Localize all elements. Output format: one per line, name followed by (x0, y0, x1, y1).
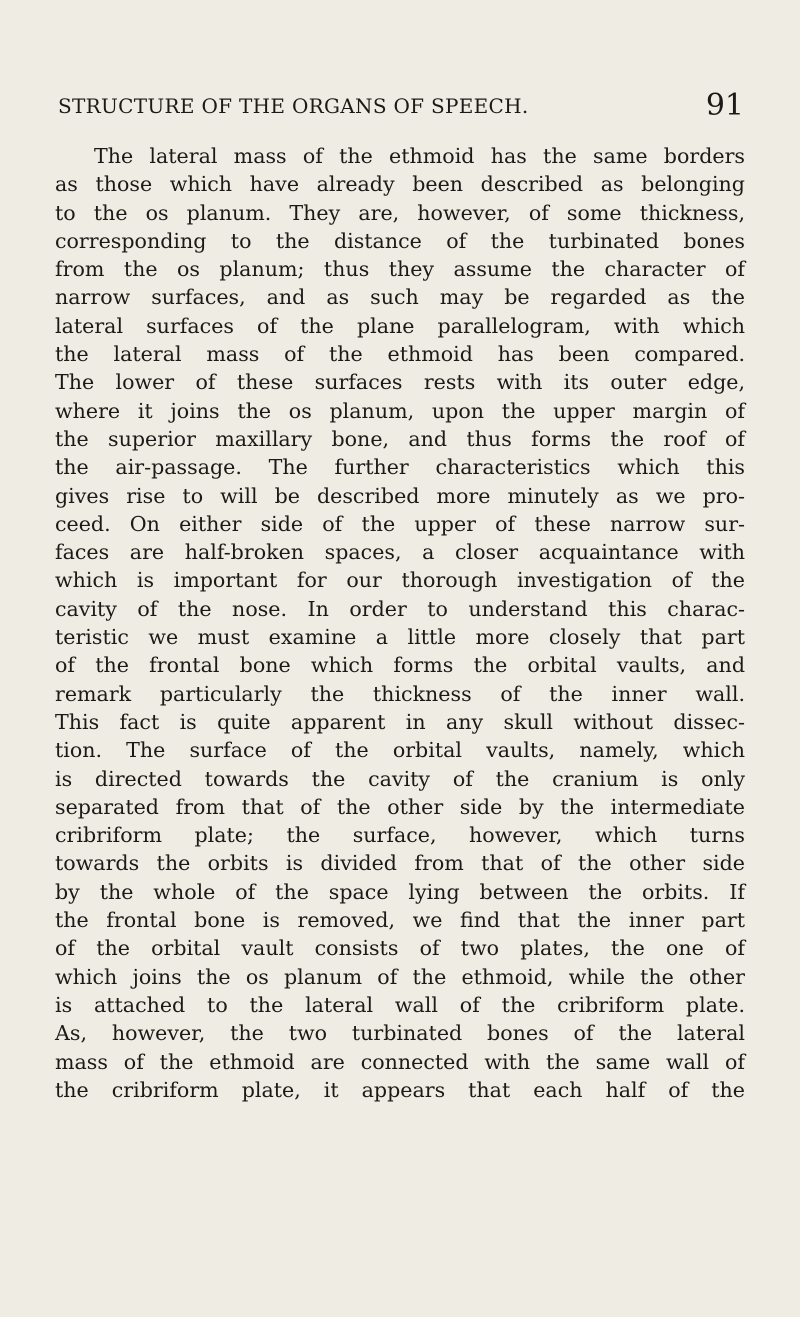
text-line: separated from that of the other side by the intermediate (55, 794, 745, 819)
text-line: is attached to the lateral wall of the cribriform plate. (55, 992, 745, 1017)
body-text (55, 142, 745, 1104)
text-line: mass of the ethmoid are connected with the same wall of (55, 1049, 745, 1074)
text-line: tion. The surface of the orbital vaults, namely, which (55, 738, 745, 763)
text-line: corresponding to the distance of the turbinated bones (55, 228, 745, 253)
text-line: This fact is quite apparent in any skull without dissec- (55, 709, 745, 734)
text-line: the air-passage. The further characteristics which this (55, 455, 745, 480)
text-line: narrow surfaces, and as such may be regarded as the (55, 285, 745, 310)
text-line: which is important for our thorough investigation of the (55, 568, 745, 593)
text-line: the frontal bone is removed, we find that the inner part (55, 908, 745, 933)
text-line: as those which have already been described as belonging (55, 172, 745, 197)
text-line: ceed. On either side of the upper of these narrow sur- (55, 511, 745, 536)
text-line: the cribriform plate, it appears that each half of the (55, 1077, 745, 1102)
text-line: of the frontal bone which forms the orbital vaults, and (55, 653, 745, 678)
text-line: remark particularly the thickness of the inner wall. (55, 681, 745, 706)
text-line: cavity of the nose. In order to understand this charac- (55, 596, 745, 621)
text-line: is directed towards the cavity of the cranium is only (55, 766, 745, 791)
text-line: by the whole of the space lying between the orbits. If (55, 879, 745, 904)
text-line: teristic we must examine a little more closely that part (55, 625, 745, 650)
text-line: the lateral mass of the ethmoid has been compared. (55, 342, 745, 367)
text-line: where it joins the os planum, upon the upper margin of (55, 398, 745, 423)
text-line: from the os planum; thus they assume the character of (55, 257, 745, 282)
text-line: cribriform plate; the surface, however, which turns (55, 823, 745, 848)
running-title: STRUCTURE OF THE ORGANS OF SPEECH. (58, 94, 529, 118)
text-line: As, however, the two turbinated bones of the lateral (55, 1021, 745, 1046)
text-line: faces are half-broken spaces, a closer acquaintance with (55, 540, 745, 565)
text-line: lateral surfaces of the plane parallelogram, with which (55, 313, 745, 338)
text-line: The lateral mass of the ethmoid has the same borders (94, 144, 745, 168)
running-head (58, 88, 744, 128)
text-line: to the os planum. They are, however, of some thickness, (55, 200, 745, 225)
text-line: which joins the os planum of the ethmoid, while the other (55, 964, 745, 989)
page-number: 91 (705, 88, 744, 123)
text-line: gives rise to will be described more minutely as we pro- (55, 483, 745, 508)
text-line: towards the orbits is divided from that of the other side (55, 851, 745, 876)
text-line: the superior maxillary bone, and thus forms the roof of (55, 426, 745, 451)
text-line: of the orbital vault consists of two plates, the one of (55, 936, 745, 961)
text-line: The lower of these surfaces rests with its outer edge, (55, 370, 745, 395)
